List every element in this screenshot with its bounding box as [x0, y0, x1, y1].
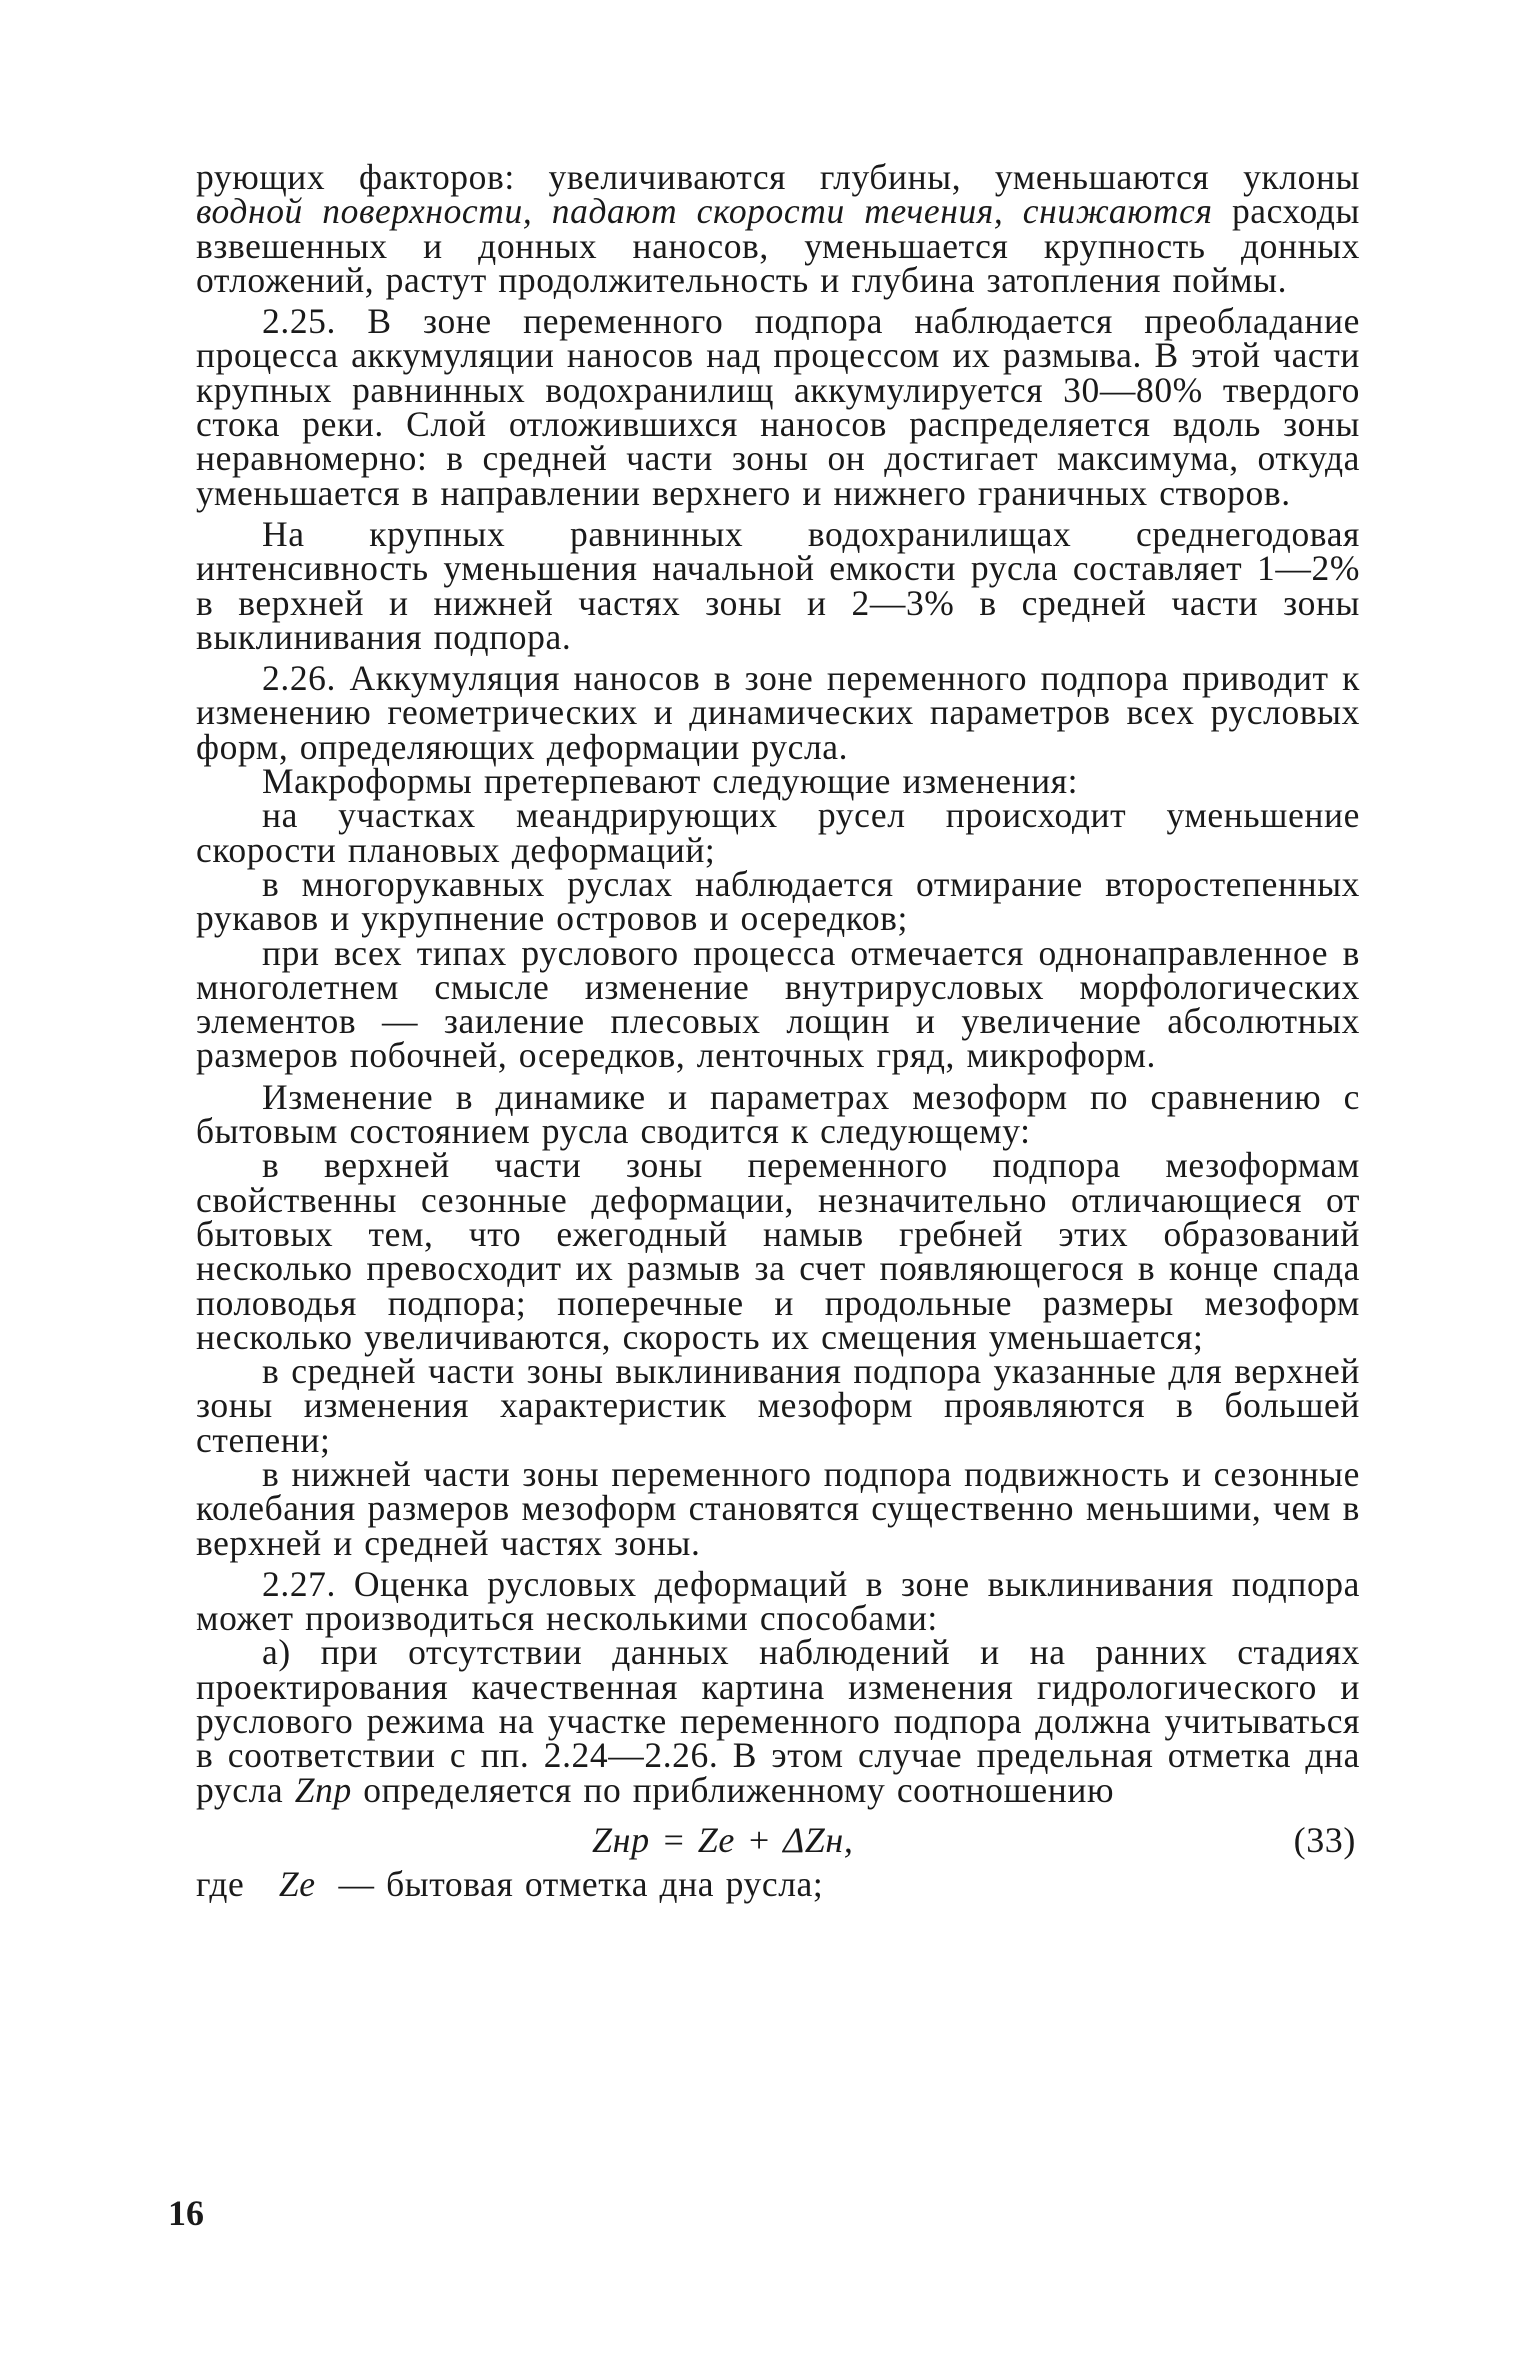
where-clause: где Zе — бытовая отметка дна русла; [196, 1863, 824, 1904]
symbol-zpr: Zпр [294, 1769, 352, 1810]
paragraph-mesoforms: Изменение в динамике и параметрах мезоформ по сравнению с бытовым состоянием русла сводится к следующему: [196, 1076, 1360, 1152]
italic-phrase: водной поверхности, падают скорости течения, снижаются [196, 191, 1213, 232]
formula-number: (33) [1293, 1819, 1356, 1860]
body-text [196, 157, 1360, 1904]
symbol-ze: Zе [278, 1863, 316, 1904]
formula-33 [196, 1815, 1360, 1867]
paragraph-2-26: 2.26. Аккумуляция наносов в зоне переменного подпора приводит к изменению геометрических и динамических параметров всех русловых форм, определяющих деформации русла. [196, 658, 1360, 767]
paragraph-lower-zone: в нижней части зоны переменного подпора подвижность и сезонные колебания размеров мезоформ становятся существенно меньшими, чем в верхней и средней частях зоны. [196, 1453, 1360, 1563]
paragraph-method-a: а) при отсутствии данных наблюдений и на ранних стадиях проектирования качественная картина изменения гидрологического и руслового режима на участке переменного подпора должна учитываться в соответствии с пп. 2.24—2.26. В этом случае предельная отметка дна русла Zпр определяется по приближенному соотношению [196, 1632, 1360, 1810]
paragraph-middle-zone: в средней части зоны выклинивания подпора указанные для верхней зоны изменения характеристик мезоформ проявляются в большей степени; [196, 1351, 1360, 1460]
page-number: 16 [168, 2193, 204, 2233]
paragraph-2-25: 2.25. В зоне переменного подпора наблюдается преобладание процесса аккумуляции наносов над процессом их размыва. В этой части крупных равнинных водохранилищ аккумулируется 30—80% твердого стока реки. Слой отложившихся наносов распределяется вдоль зоны неравномерно: в средней части зоны он достигает максимума, откуда уменьшается в направлении верхнего и нижнего граничных створов. [196, 301, 1360, 513]
paragraph-multi-branch: в многорукавных руслах наблюдается отмирание второстепенных рукавов и укрупнение островов и осередков; [196, 863, 1360, 939]
paragraph-intensity: На крупных равнинных водохранилищах среднегодовая интенсивность уменьшения начальной емкости русла составляет 1—2% в верхней и нижней частях зоны и 2—3% в средней части зоны выклинивания подпора. [196, 513, 1360, 657]
paragraph-2-27: 2.27. Оценка русловых деформаций в зоне выклинивания подпора может производиться несколькими способами: [196, 1563, 1360, 1639]
paragraph-macroforms: Макроформы претерпевают следующие изменения: [262, 761, 1079, 802]
paragraph-meandering: на участках меандрирующих русел происходит уменьшение скорости плановых деформаций; [196, 795, 1360, 870]
paragraph-continuation: рующих факторов: увеличиваются глубины, уменьшаются уклоны водной поверхности, падают скорости течения, снижаются расходы взвешенных и донных наносов, уменьшается крупность донных отложений, растут продолжительность и глубина затопления поймы. [196, 157, 1360, 300]
formula-expression: Zнр = Zе + ΔZн, [592, 1819, 854, 1860]
paragraph-all-types: при всех типах руслового процесса отмечается однонаправленное в многолетнем смысле изменение внутрирусловых морфологических элементов — заиление плесовых лощин и увеличение абсолютных размеров побочней, осередков, ленточных гряд, микроформ. [196, 932, 1360, 1076]
paragraph-upper-zone: в верхней части зоны переменного подпора мезоформам свойственны сезонные деформации, незначительно отличающиеся от бытовых тем, что ежегодный намыв гребней этих образований несколько превосходит их размыв за счет появляющегося в конце спада половодья подпора; поперечные и продольные размеры мезоформ несколько увеличиваются, скорость их смещения уменьшается; [196, 1145, 1360, 1357]
